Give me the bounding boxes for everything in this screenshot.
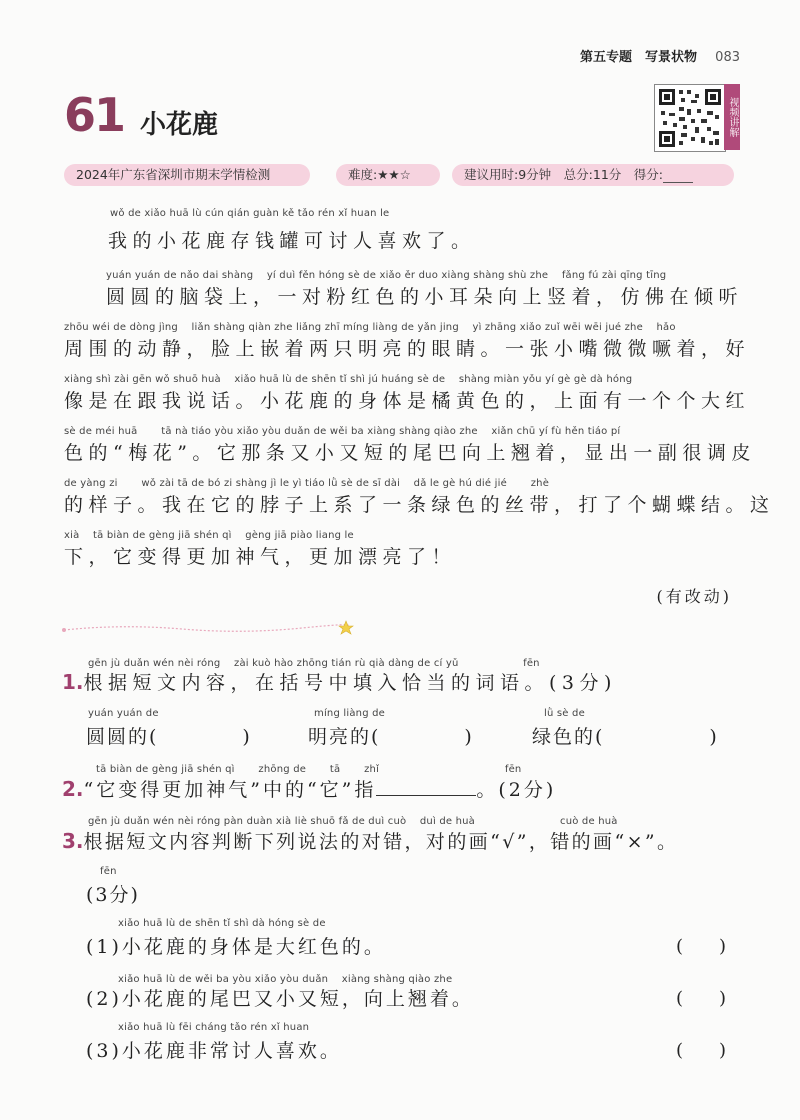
q3-item2-answer[interactable]: ( ) <box>676 988 727 1009</box>
q2-text-b: 。(2分) <box>476 779 557 801</box>
star-icon <box>339 621 353 634</box>
passage-line-5: 色的“梅花”。它那条又小又短的尾巴向上翘着，显出一副很调皮 <box>64 442 756 464</box>
page-header <box>0 46 740 65</box>
video-lecture-tab[interactable]: 视频讲解 <box>724 84 740 150</box>
q3-item3-text: (3)小花鹿非常讨人喜欢。 <box>86 1040 342 1062</box>
passage-line-4: 像是在跟我说话。小花鹿的身体是橘黄色的，上面有一个个大红 <box>64 390 751 412</box>
q2-answer-blank[interactable] <box>376 779 476 796</box>
q3-text: 根据短文内容判断下列说法的对错，对的画“√”，错的画“×”。 <box>83 831 679 853</box>
q1-item3-pinyin: lǜ sè de <box>544 708 585 719</box>
passage-line-7: 下，它变得更加神气，更加漂亮了！ <box>64 546 457 568</box>
passage-pinyin-2: yuán yuán de nǎo dai shàng yí duì fěn hóng sè de xiǎo ěr duo xiàng shàng shù zhe fǎng fú zài qīng tīng <box>106 270 667 281</box>
passage-line-3: 周围的动静，脸上嵌着两只明亮的眼睛。一张小嘴微微噘着，好 <box>64 338 751 360</box>
q1-text: 根据短文内容，在括号中填入恰当的词语。(3分) <box>83 672 617 694</box>
passage-pinyin-7: xià tā biàn de gèng jiā shén qì gèng jiā piào liang le <box>64 530 354 541</box>
q3-item1-text: (1)小花鹿的身体是大红色的。 <box>86 936 386 958</box>
q3-item3-answer[interactable]: ( ) <box>676 1040 727 1061</box>
section-title: 第五专题 写景状物 <box>580 50 698 65</box>
q1-number: 1. <box>62 670 84 694</box>
q1-item1-pinyin: yuán yuán de <box>88 708 159 719</box>
decorative-divider <box>62 618 354 638</box>
passage-pinyin-6: de yàng zi wǒ zài tā de bó zi shàng jì le yì tiáo lǜ sè de sī dài dǎ le gè hú dié jié zhè <box>64 478 550 489</box>
q3-number: 3. <box>62 829 84 853</box>
adapted-note: (有改动) <box>656 587 732 606</box>
q2-number: 2. <box>62 777 84 801</box>
question-1 <box>62 668 617 695</box>
q3-pinyin: gēn jù duǎn wén nèi róng pàn duàn xià liè shuō fǎ de duì cuò duì de huà cuò de huà <box>88 816 618 827</box>
q3-item1-pinyin: xiǎo huā lù de shēn tǐ shì dà hóng sè de <box>118 918 326 929</box>
q1-item1-blank[interactable]: 圆圆的( ) <box>86 726 252 748</box>
passage-line-6: 的样子。我在它的脖子上系了一条绿色的丝带，打了个蝴蝶结。这 <box>64 494 775 516</box>
time-score-text: 建议用时:9分钟 总分:11分 得分: <box>464 167 663 182</box>
question-3 <box>62 827 678 854</box>
lesson-number: 61 <box>64 88 125 142</box>
score-blank[interactable] <box>663 168 693 183</box>
page-number: 083 <box>715 50 740 65</box>
passage-pinyin-3: zhōu wéi de dòng jìng liǎn shàng qiàn zhe liǎng zhī míng liàng de yǎn jing yì zhāng xiǎo zuǐ wēi wēi jué zhe hǎo <box>64 322 676 333</box>
qr-code[interactable] <box>654 84 726 152</box>
q3-item1-answer[interactable]: ( ) <box>676 936 727 957</box>
time-score-pill <box>452 164 734 186</box>
qr-code-icon <box>655 85 725 151</box>
passage-pinyin-1: wǒ de xiǎo huā lù cún qián guàn kě tǎo rén xǐ huan le <box>110 208 390 219</box>
q3-item2-text: (2)小花鹿的尾巴又小又短，向上翘着。 <box>86 988 474 1010</box>
q1-pinyin: gēn jù duǎn wén nèi róng zài kuò hào zhōng tián rù qià dàng de cí yǔ fēn <box>88 658 540 669</box>
lesson-title: 小花鹿 <box>140 110 219 140</box>
passage-line-2: 圆圆的脑袋上，一对粉红色的小耳朵向上竖着，仿佛在倾听 <box>106 286 744 308</box>
q1-item2-blank[interactable]: 明亮的( ) <box>308 726 474 748</box>
q1-item2-pinyin: míng liàng de <box>314 708 386 719</box>
q2-text-a: “它变得更加神气”中的“它”指 <box>83 779 377 801</box>
question-2 <box>62 775 556 802</box>
q3-score: (3分) <box>86 884 140 906</box>
source-pill: 2024年广东省深圳市期末学情检测 <box>64 164 310 186</box>
q3-item2-pinyin: xiǎo huā lù de wěi ba yòu xiǎo yòu duǎn xiàng shàng qiào zhe <box>118 974 453 985</box>
passage-line-1: 我的小花鹿存钱罐可讨人喜欢了。 <box>108 230 476 252</box>
passage-pinyin-5: sè de méi huā tā nà tiáo yòu xiǎo yòu duǎn de wěi ba xiàng shàng qiào zhe xiǎn chū yí fù hěn tiáo pí <box>64 426 621 437</box>
difficulty-pill: 难度:★★☆ <box>336 164 440 186</box>
q2-pinyin: tā biàn de gèng jiā shén qì zhōng de tā zhǐ fēn <box>96 764 522 775</box>
q3-item3-pinyin: xiǎo huā lù fēi cháng tǎo rén xǐ huan <box>118 1022 310 1033</box>
q3-score-pinyin: fēn <box>100 866 117 877</box>
passage-pinyin-4: xiàng shì zài gēn wǒ shuō huà xiǎo huā lù de shēn tǐ shì jú huáng sè de shàng miàn yǒu yí gè gè dà hóng <box>64 374 633 385</box>
q1-item3-blank[interactable]: 绿色的( ) <box>532 726 719 748</box>
